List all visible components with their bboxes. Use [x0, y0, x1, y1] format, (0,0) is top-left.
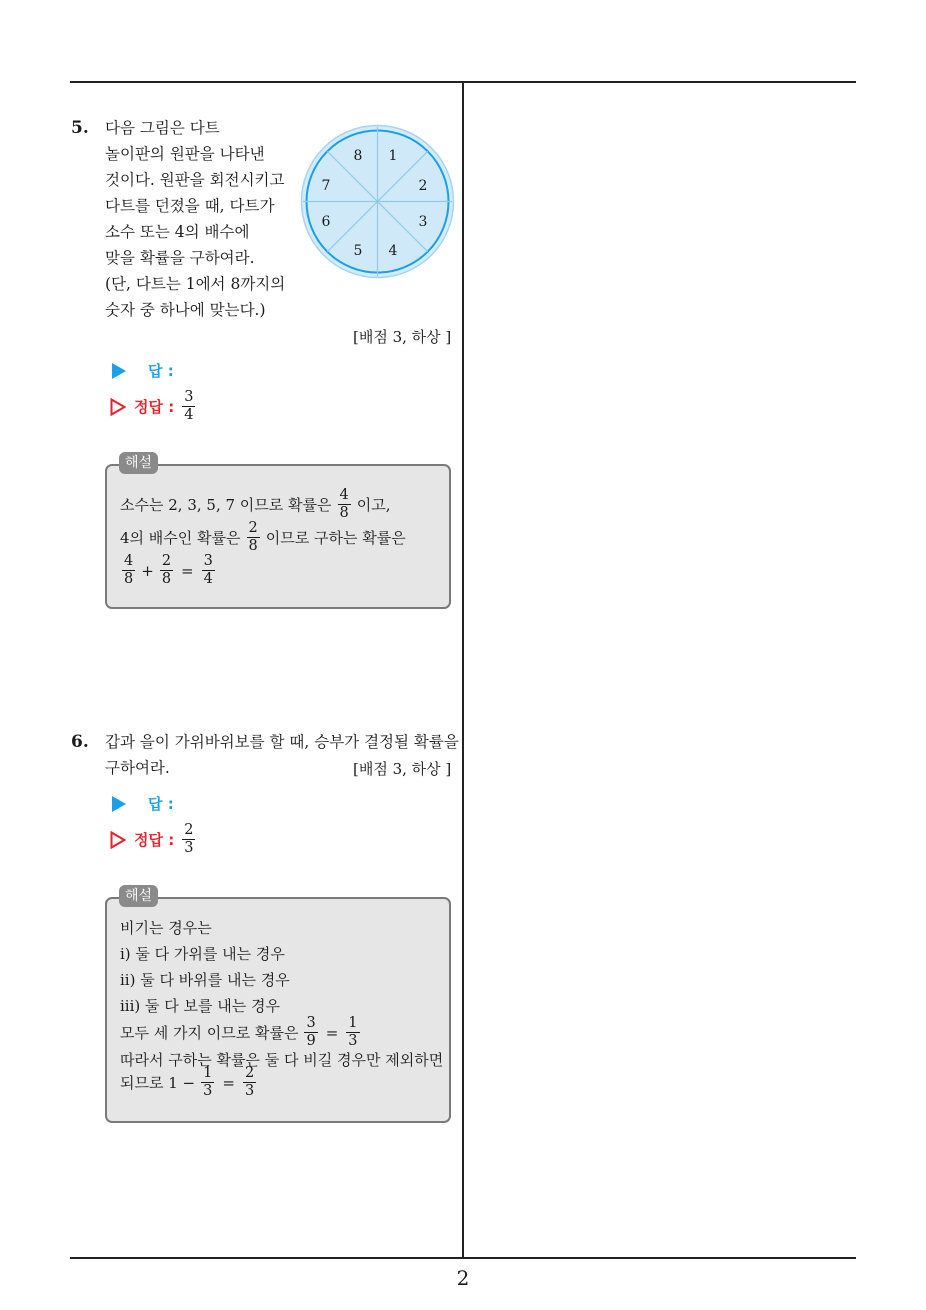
question-line: 갑과 을이 가위바위보를 할 때, 승부가 결정될 확률을 — [105, 733, 459, 751]
question-5-score: [배점 3, 하상 ] — [353, 328, 452, 346]
fraction-numerator: 1 — [348, 1015, 358, 1031]
solution-text: 모두 세 가지 이므로 확률은 — [120, 1024, 299, 1042]
fraction-denominator: 8 — [124, 571, 134, 587]
fraction-denominator: 4 — [184, 407, 194, 423]
correct-label: 정답 : — [134, 831, 175, 849]
solution-fraction — [346, 1016, 359, 1049]
dartboard-figure — [300, 124, 455, 279]
play-arrow-icon — [112, 796, 126, 812]
question-6-number: 6. — [71, 732, 89, 752]
correct-fraction — [182, 823, 195, 856]
solution-line-1: 비기는 경우는 — [120, 919, 212, 937]
dart-number-5: 5 — [353, 243, 363, 259]
dart-number-7: 7 — [321, 178, 331, 194]
correct-label: 정답 : — [134, 398, 175, 416]
solution-tab: 해설 — [119, 452, 158, 474]
question-5-solution-box — [105, 464, 451, 609]
question-6-solution-box — [105, 897, 451, 1123]
question-line: 숫자 중 하나에 맞는다.) — [105, 301, 266, 319]
solution-line-1 — [120, 488, 390, 521]
math-operator: + — [141, 561, 154, 580]
solution-tab: 해설 — [119, 885, 158, 907]
question-line: 맞을 확률을 구하여라. — [105, 249, 255, 267]
fraction-denominator: 8 — [248, 538, 258, 554]
fraction-numerator: 2 — [248, 520, 258, 536]
page-number: 2 — [456, 1266, 470, 1290]
solution-text: 4의 배수인 확률은 — [120, 529, 241, 547]
fraction-denominator: 3 — [348, 1033, 358, 1049]
question-6-answer-field[interactable] — [112, 793, 174, 814]
play-arrow-icon — [112, 363, 126, 379]
fraction-denominator: 3 — [203, 1083, 213, 1099]
fraction-denominator: 3 — [184, 840, 194, 856]
math-operator: = — [222, 1073, 235, 1092]
outline-arrow-icon — [110, 831, 126, 849]
math-operator: = — [181, 561, 194, 580]
fraction-denominator: 9 — [306, 1033, 316, 1049]
solution-line-3 — [120, 554, 217, 587]
solution-fraction — [122, 554, 135, 587]
solution-text: 이므로 구하는 확률은 — [265, 529, 406, 547]
solution-fraction — [243, 1066, 256, 1099]
question-5-correct-answer — [110, 390, 197, 423]
question-line: 다음 그림은 다트 — [105, 119, 220, 137]
question-line: 다트를 던졌을 때, 다트가 — [105, 197, 275, 215]
solution-text: 이고, — [356, 496, 391, 514]
fraction-numerator: 3 — [184, 389, 194, 405]
fraction-denominator: 4 — [203, 571, 213, 587]
solution-line-3: ii) 둘 다 바위를 내는 경우 — [120, 971, 290, 989]
solution-fraction — [304, 1016, 317, 1049]
question-line: 소수 또는 4의 배수에 — [105, 223, 250, 241]
math-operator: = — [325, 1023, 339, 1042]
solution-text: 소수는 2, 3, 5, 7 이므로 확률은 — [120, 496, 332, 514]
fraction-numerator: 2 — [161, 553, 172, 569]
fraction-numerator: 3 — [203, 553, 213, 569]
solution-line-2 — [120, 521, 406, 554]
question-line: (단, 다트는 1에서 8까지의 — [105, 275, 286, 293]
solution-line-6: 따라서 구하는 확률은 둘 다 비길 경우만 제외하면 — [120, 1051, 444, 1069]
solution-line-4: iii) 둘 다 보를 내는 경우 — [120, 997, 281, 1015]
solution-fraction — [202, 554, 215, 587]
question-5-number: 5. — [71, 118, 89, 138]
outline-arrow-icon — [110, 398, 126, 416]
solution-line-5 — [120, 1016, 362, 1049]
solution-fraction — [201, 1066, 214, 1099]
question-6-correct-answer — [110, 823, 197, 856]
fraction-numerator: 2 — [184, 822, 194, 838]
question-line: 놀이판의 원판을 나타낸 — [105, 145, 265, 163]
dart-number-6: 6 — [321, 214, 331, 230]
bottom-rule — [70, 1257, 856, 1259]
solution-fraction — [160, 554, 173, 587]
question-6-score: [배점 3, 하상 ] — [353, 760, 452, 778]
fraction-denominator: 8 — [161, 571, 172, 587]
dart-number-3: 3 — [418, 214, 428, 230]
question-line: 구하여라. — [105, 759, 170, 777]
fraction-denominator: 3 — [244, 1083, 255, 1099]
dart-number-2: 2 — [418, 178, 428, 194]
dart-number-4: 4 — [388, 243, 398, 259]
dart-number-8: 8 — [353, 148, 363, 164]
correct-fraction — [182, 390, 195, 423]
answer-label: 답 : — [148, 795, 174, 813]
question-line: 것이다. 원판을 회전시키고 — [105, 171, 285, 189]
solution-line-7 — [120, 1066, 258, 1099]
question-5-answer-field[interactable] — [112, 360, 174, 381]
fraction-numerator: 4 — [339, 487, 349, 503]
solution-line-2: i) 둘 다 가위를 내는 경우 — [120, 945, 285, 963]
answer-label: 답 : — [148, 362, 174, 380]
fraction-denominator: 8 — [339, 505, 349, 521]
fraction-numerator: 2 — [244, 1065, 255, 1081]
fraction-numerator: 4 — [124, 553, 134, 569]
solution-text: 되므로 1 − — [120, 1074, 196, 1092]
fraction-numerator: 3 — [306, 1015, 316, 1031]
fraction-numerator: 1 — [203, 1065, 213, 1081]
column-divider — [462, 82, 464, 1258]
solution-fraction — [247, 521, 260, 554]
solution-fraction — [338, 488, 351, 521]
dart-number-1: 1 — [388, 148, 398, 164]
